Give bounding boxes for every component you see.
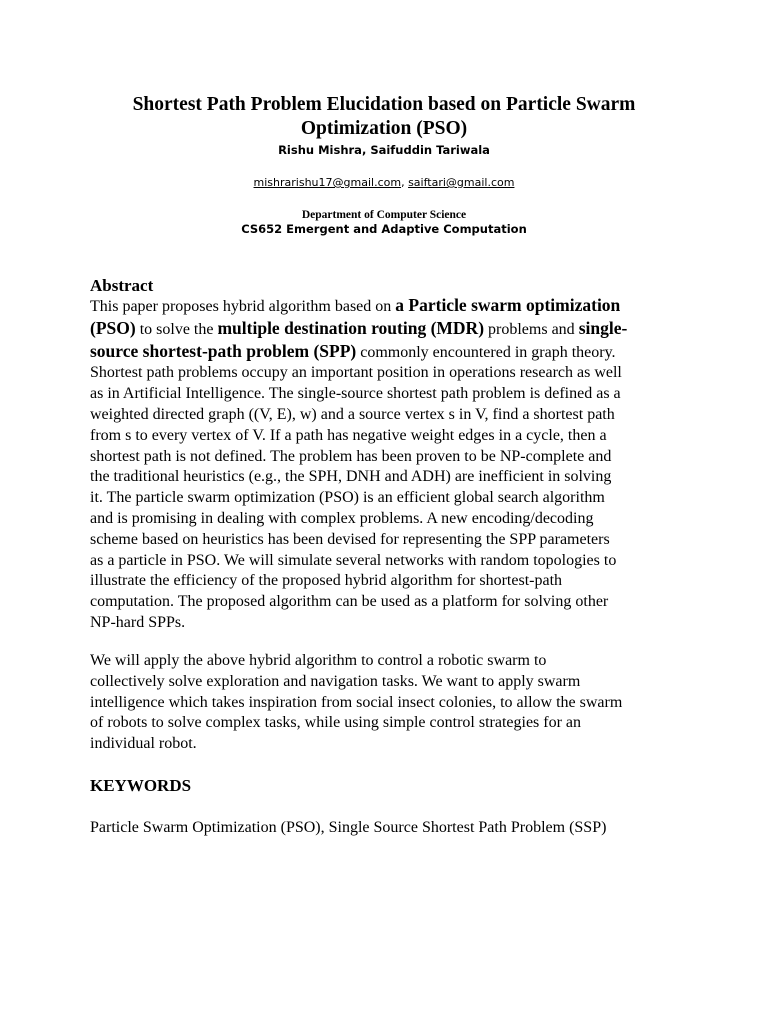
title-line: Shortest Path Problem Elucidation based on Particle Swarm [132,94,636,115]
paragraph-line: the traditional heuristics (e.g., the SPH, DNH and ADH) are inefficient in solving [90,468,612,486]
paragraph-line: computation. The proposed algorithm can be used as a platform for solving other [90,593,609,611]
paragraph-line [90,318,680,341]
paragraph-line: of robots to solve complex tasks, while using simple control strategies for an [90,714,582,732]
paragraph-line: NP-hard SPPs. [90,613,186,631]
email-link-1[interactable]: mishrarishu17@gmail.com [253,176,402,189]
emphasis-run: a Particle swarm optimization [395,295,621,315]
title-line: Optimization (PSO) [300,118,468,139]
paragraph-line: from s to every vertex of V. If a path has negative weight edges in a cycle, then a [90,426,607,444]
paragraph-line: as in Artificial Intelligence. The single-source shortest path problem is defined as a [90,385,621,403]
emphasis-run: source shortest-path problem (SPP) [90,340,357,361]
paragraph-line: weighted directed graph ((V, E), w) and a source vertex s in V, find a shortest path [90,405,615,423]
paragraph-line: intelligence which takes inspiration from social insect colonies, to allow the swarm [90,693,623,711]
paragraph-line: collectively solve exploration and navigation tasks. We want to apply swarm [90,672,581,690]
paragraph-line: as a particle in PSO. We will simulate several networks with random topologies to [90,551,617,569]
paragraph-line: Shortest path problems occupy an important position in operations research as well [90,364,622,382]
text-run: to solve the [135,320,218,338]
paragraph-line: it. The particle swarm optimization (PSO) is an efficient global search algorithm [90,489,605,507]
paragraph-line: individual robot. [90,735,197,753]
paper-title [90,93,678,141]
emphasis-run: (PSO) [90,317,136,338]
keywords-heading: KEYWORDS [90,776,192,795]
text-run: problems and [484,320,579,338]
emphasis-run: single- [578,317,628,338]
course-name: CS652 Emergent and Adaptive Computation [241,222,527,236]
author-names: Rishu Mishra, Saifuddin Tariwala [278,143,490,157]
keywords-line: Particle Swarm Optimization (PSO), Single Source Shortest Path Problem (SSP) [90,819,607,836]
paragraph-line: shortest path is not defined. The problem has been proven to be NP-complete and [90,447,612,465]
emphasis-run: multiple destination routing (MDR) [217,317,485,338]
abstract-heading: Abstract [90,276,154,295]
paragraph-line [90,295,680,318]
paragraph-line: and is promising in dealing with complex problems. A new encoding/decoding [90,509,594,527]
keywords-text [90,818,680,839]
text-run: This paper proposes hybrid algorithm based on [90,298,396,315]
paragraph-line [90,341,680,364]
paragraph-line: illustrate the efficiency of the proposed hybrid algorithm for shortest-path [90,572,563,590]
paragraph-line: scheme based on heuristics has been devised for representing the SPP parameters [90,530,610,548]
text-run: commonly encountered in graph theory. [356,343,616,361]
email-separator: , [401,176,409,189]
paragraph-line: We will apply the above hybrid algorithm to control a robotic swarm to [90,652,547,669]
abstract-paragraph-1 [90,295,680,634]
abstract-paragraph-2 [90,651,680,755]
department: Department of Computer Science [301,209,467,221]
email-link-2[interactable]: saiftari@gmail.com [408,176,515,189]
author-emails [0,176,768,190]
